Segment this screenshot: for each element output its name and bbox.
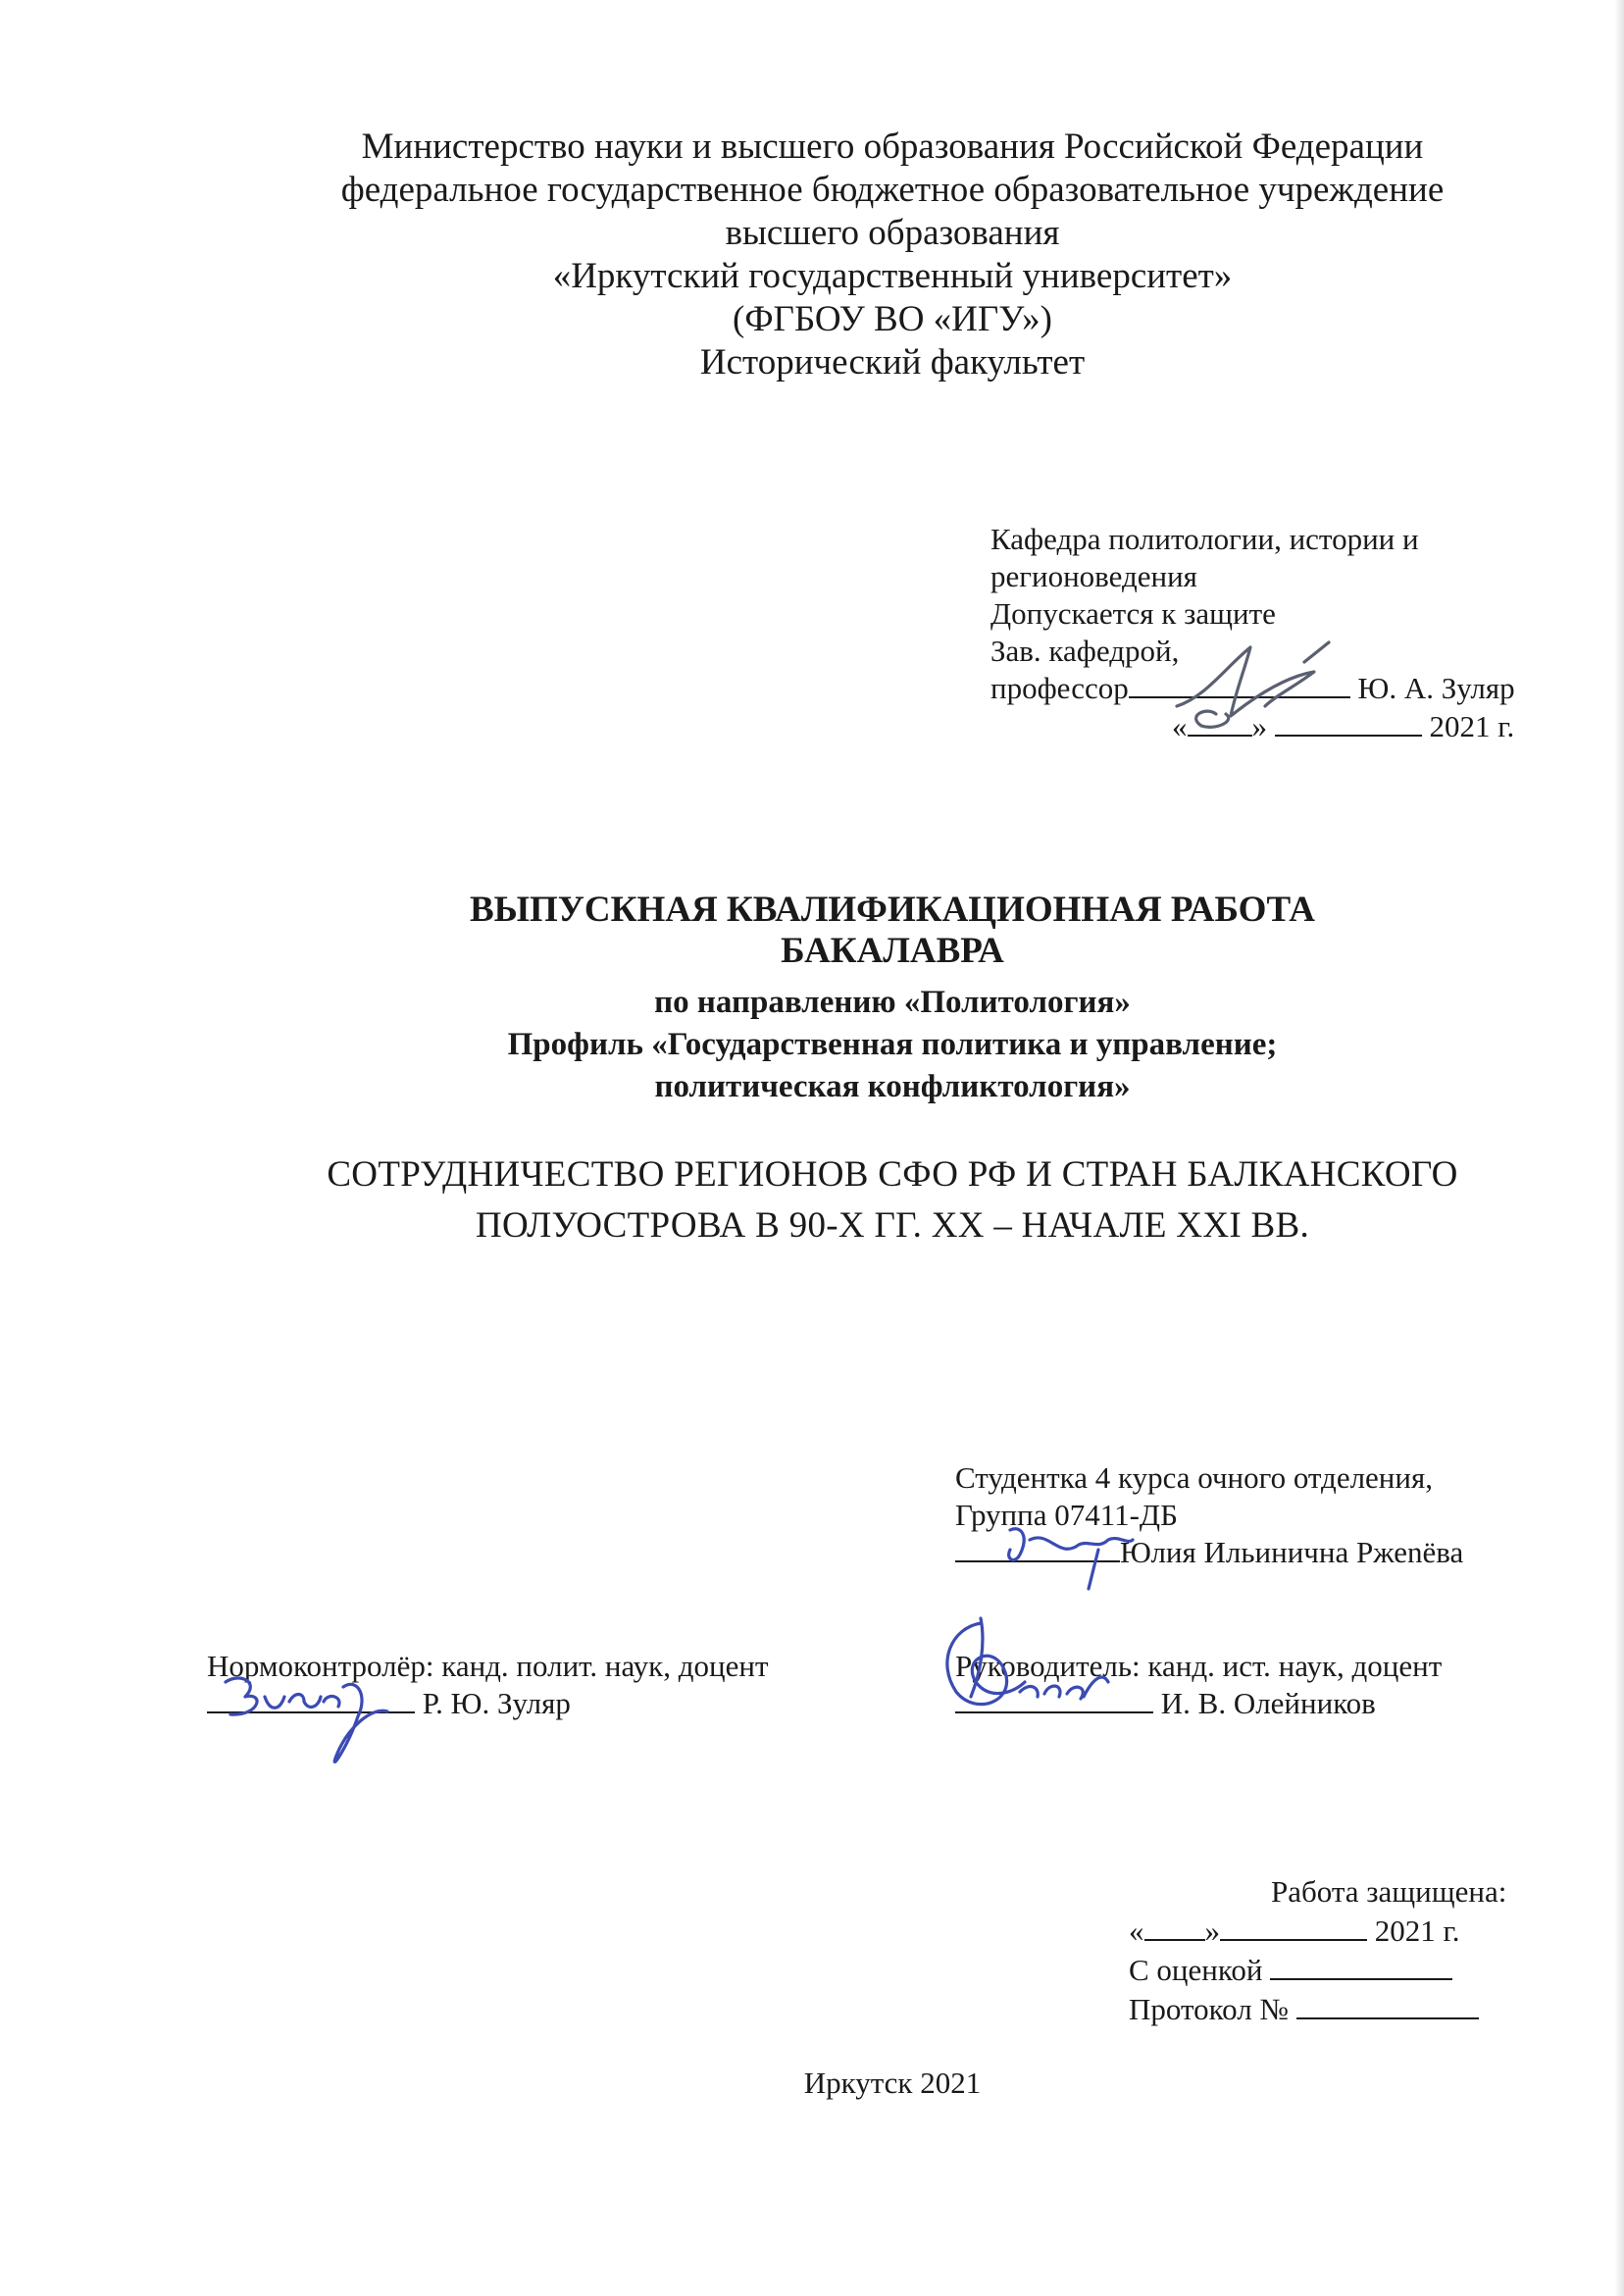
defense-date-line xyxy=(1129,1913,1459,1950)
university-abbr: (ФГБОУ ВО «ИГУ») xyxy=(733,299,1052,339)
supervisor-signature xyxy=(922,1604,1138,1731)
scan-edge xyxy=(1614,0,1624,2296)
university-name: «Иркутский государственный университет» xyxy=(552,256,1233,296)
quote-open: « xyxy=(1129,1913,1144,1948)
ministry-line: Министерство науки и высшего образования Российской Федерации xyxy=(361,127,1424,167)
normcontrol-signature xyxy=(211,1667,407,1785)
profile-line-1: Профиль «Государственная политика и управление; xyxy=(507,1027,1278,1062)
student-group: Группа 07411-ДБ xyxy=(955,1498,1178,1532)
quote-open: « xyxy=(1172,709,1188,743)
student-name: Юлия Ильинична Ржеnёва xyxy=(1120,1535,1464,1569)
quote-close: » xyxy=(1204,1913,1220,1948)
protocol-blank xyxy=(1296,1992,1479,2019)
head-position: профессор xyxy=(990,671,1129,705)
normcontrol-label: Нормоконтролёр: канд. полит. наук, доцент xyxy=(207,1649,769,1683)
head-name: Ю. А. Зуляр xyxy=(1357,671,1515,705)
grade-label: С оценкой xyxy=(1129,1953,1263,1987)
month-blank xyxy=(1220,1913,1367,1941)
day-blank xyxy=(1144,1913,1205,1941)
topic-line-2: ПОЛУОСТРОВА В 90-Х ГГ. XX – НАЧАЛЕ XXI ВВ. xyxy=(475,1205,1310,1246)
head-label: Зав. кафедрой, xyxy=(990,634,1180,668)
education-level-line: высшего образования xyxy=(725,213,1060,253)
protected-label: Работа защищена: xyxy=(1271,1874,1507,1909)
work-type-line-1: ВЫПУСКНАЯ КВАЛИФИКАЦИОННАЯ РАБОТА xyxy=(469,890,1316,930)
work-type-line-2: БАКАЛАВРА xyxy=(781,931,1004,971)
topic-line-1: СОТРУДНИЧЕСТВО РЕГИОНОВ СФО РФ И СТРАН БАЛКАНСКОГО xyxy=(327,1154,1458,1195)
quote-close: » xyxy=(1251,709,1267,743)
admitted-label: Допускается к защите xyxy=(990,596,1276,631)
profile-line-2: политическая конфликтология» xyxy=(654,1069,1131,1104)
supervisor-label: Руководитель: канд. ист. наук, доцент xyxy=(955,1649,1443,1683)
student-signature xyxy=(990,1510,1147,1599)
city-year: Иркутск 2021 xyxy=(803,2066,982,2100)
department-line-2: регионоведения xyxy=(990,559,1197,593)
department-line-1: Кафедра политологии, истории и xyxy=(990,522,1419,556)
direction-line: по направлению «Политология» xyxy=(654,985,1131,1020)
protocol-line xyxy=(1129,1991,1479,2028)
grade-line xyxy=(1129,1952,1452,1989)
faculty-name: Исторический факультет xyxy=(699,342,1086,383)
student-course: Студентка 4 курса очного отделения, xyxy=(955,1460,1433,1495)
approval-year: 2021 г. xyxy=(1429,709,1515,743)
defense-year: 2021 г. xyxy=(1374,1913,1460,1948)
head-signature xyxy=(1157,638,1383,745)
supervisor-name: И. В. Олейников xyxy=(1160,1686,1376,1720)
normcontrol-name: Р. Ю. Зуляр xyxy=(422,1686,571,1720)
protocol-label: Протокол № xyxy=(1129,1992,1289,2026)
grade-blank xyxy=(1270,1953,1452,1980)
institution-type-line: федеральное государственное бюджетное образовательное учреждение xyxy=(340,170,1445,210)
